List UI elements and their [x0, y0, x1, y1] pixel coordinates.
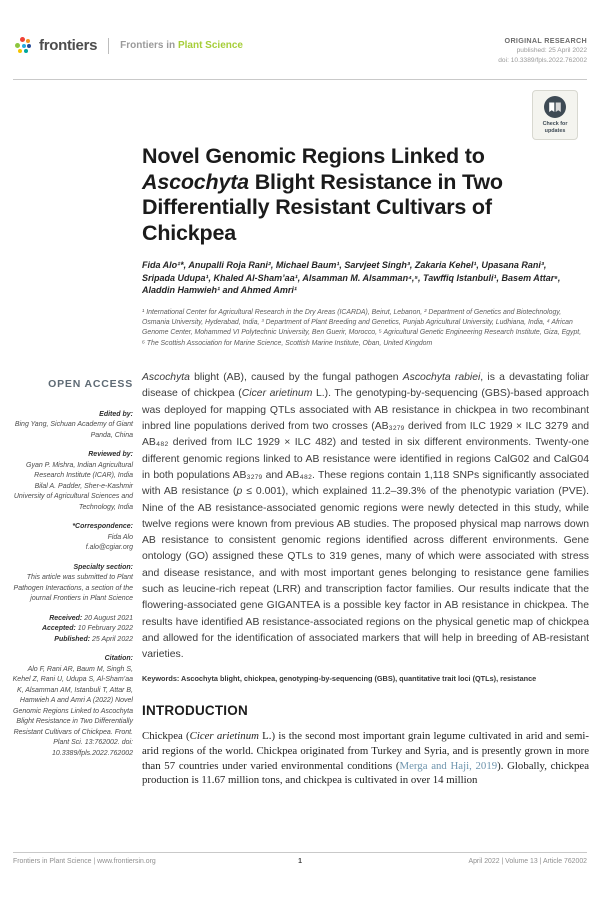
page-header: [13, 36, 587, 66]
journal-title: [120, 40, 243, 51]
article-body: [142, 144, 589, 788]
article-type: ORIGINAL RESEARCH: [504, 36, 587, 45]
specialty-section-label: Specialty section:: [73, 563, 133, 571]
correspondence-label: *Correspondence:: [72, 523, 133, 530]
published-date-side: [12, 635, 133, 646]
introduction-paragraph: Chickpea (Cicer arietinum L.) is the second most important grain legume cultivated in arid and semi-arid regions of the world. Chickpea originated from Turkey and Syria, and is presently grown in more than 57 countries under varied environmental conditions (Merga and Haji, 2019). Globally, chickpea production is 11.67 million tons, and chickpea is cultivated in over 14 million: [142, 730, 590, 787]
title-italic-part: Ascochyta: [142, 169, 249, 194]
affiliations: ¹ International Center for Agricultural Research in the Dry Areas (ICARDA), Beirut, Lebanon, ² Department of Genetics and Biotechnology, Osmania University, Hyderabad, India, ³ Department of Plant Breeding and Genetics, Punjab Agricultural University, Ludhiana, India, ⁴ African Genome Center, Mohammed VI Polytechnic University, Ben Guerir, Morocco, ⁵ Agricultural Genetic Engineering Research Institute, Giza, Egypt, ⁶ The Scottish Association for Marine Science, Scottish Marine Institute, Oban, United Kingdom: [142, 308, 582, 347]
citation-link[interactable]: Merga and Haji, 2019: [399, 759, 498, 772]
citation-label: Citation:: [104, 655, 133, 662]
correspondence-block: [12, 522, 133, 554]
footer-issue: April 2022 | Volume 13 | Article 762002: [468, 858, 587, 865]
edited-by-body: Bing Yang, Sichuan Academy of Giant Panda, China: [14, 421, 133, 439]
journal-prefix: Frontiers in: [120, 40, 176, 51]
frontiers-logo: [13, 36, 243, 55]
reviewer-2: Bilal A. Padder, Sher-e-Kashmir University of Agricultural Sciences and Technology, India: [13, 482, 133, 511]
correspondence-name: Fida Alo: [107, 533, 133, 541]
open-access-label: OPEN ACCESS: [48, 378, 133, 390]
keywords-line: Keywords: Ascochyta blight, chickpea, genotyping-by-sequencing (GBS), quantitative trait loci (QTLs), resistance: [142, 674, 537, 684]
citation-body: Alo F, Rani AR, Baum M, Singh S, Kehel Z, Rani U, Udupa S, Al-Sham’aa K, Alsamman AM, Istanbuli T, Attar B, Hamwieh A and Amri A (2022) Novel Genomic Regions Linked to Ascochyta Blight Resistance in Two Differentially Resistant Cultivars of Chickpea. Front. Plant Sci. 13:762002. doi: 10.3389/fpls.2022.762002: [12, 665, 133, 757]
brand-wordmark: frontiers: [39, 37, 98, 54]
reviewed-by-block: [12, 450, 133, 513]
check-for-updates-badge[interactable]: [532, 90, 578, 140]
title-part-1: Novel Genomic Regions Linked to: [142, 144, 485, 168]
doi: doi: 10.3389/fpls.2022.762002: [498, 56, 587, 64]
received-value: 20 August 2021: [82, 614, 133, 622]
published-date: published: 25 April 2022: [516, 47, 587, 55]
reviewer-1: Gyan P. Mishra, Indian Agricultural Research Institute (ICAR), India: [26, 461, 133, 479]
dates-block: [12, 614, 133, 646]
page-footer: [13, 852, 587, 865]
published-label: Published:: [54, 635, 91, 643]
received-date: [12, 614, 133, 625]
abstract-text: Ascochyta blight (AB), caused by the fungal pathogen Ascochyta rabiei, is a devastating foliar disease of chickpea (Cicer arietinum L.). The genotyping-by-sequencing (GBS)-based approach was deployed for mapping QTLs associated with AB resistance in chickpea in two recombinant inbred line populations derived from two crosses (AB₃₂₇₉ derived from ILC 1929 × ILC 3279 and AB₄₈₂ derived from ILC 1929 × ILC 482) and tested in six different environments. Twenty-one different genomic regions linked to AB resistance were identified in regions CalG02 and CalG04 in both populations AB₃₂₇₉ and AB₄₈₂. These regions contain 1,118 SNPs significantly associated with AB resistance (p ≤ 0.001), which explained 11.2–39.3% of the phenotypic variation (PVE). Nine of the AB resistance-associated genomic regions were newly detected in this study, while twelve regions were known from previous AB studies. The proposed physical map narrows down AB resistance to consistent genomic regions identified across different environments. Gene ontology (GO) assigned these QTLs to 319 genes, many of which were associated with stress and disease resistance, and with most important genes belonging to resistance gene families such as leucine-rich repeat (LRR) and transcription factor families. Our results indicate that the flowering-associated gene GIGANTEA is a possible key factor in AB resistance in chickpea. The results have identified AB resistance-associated regions on the physical genetic map of chickpea and allowed for the identification of associated markers that will help in breeding of AB-resistant varieties.: [142, 372, 590, 661]
introduction-heading: INTRODUCTION: [142, 703, 248, 719]
citation-block: [12, 654, 133, 759]
logo-divider: [108, 38, 109, 54]
reviewed-by-label: Reviewed by:: [88, 451, 133, 458]
header-divider: [13, 79, 587, 80]
check-for-updates-label: Check for updates: [542, 121, 568, 134]
title-part-2: Blight Resistance in Two Differentially Resistant Cultivars of Chickpea: [142, 169, 503, 245]
frontiers-logo-icon: [13, 36, 32, 55]
article-info-sidebar: [12, 379, 133, 768]
published-value: 25 April 2022: [90, 635, 133, 643]
page-number: 1: [298, 858, 302, 865]
crossmark-icon: [543, 95, 567, 119]
accepted-label: Accepted:: [41, 625, 76, 632]
accepted-value: 10 February 2022: [75, 625, 133, 632]
article-title: [142, 144, 589, 246]
accepted-date: [12, 624, 133, 635]
specialty-section-body: This article was submitted to Plant Pathogen Interactions, a section of the journal Frontiers in Plant Science: [13, 574, 133, 602]
author-list: Fida Alo¹*, Anupalli Roja Rani², Michael Baum¹, Sarvjeet Singh³, Zakaria Kehel¹, Upasana Rani³, Sripada Udupa¹, Khaled Al-Sham’aa¹, Alsamman M. Alsamman⁴,⁵, Tawffiq Istanbuli¹, Basem Attar⁶, Aladdin Hamwieh¹ and Ahmed Amri¹: [142, 260, 561, 295]
journal-name: Plant Science: [177, 40, 243, 51]
footer-journal: Frontiers in Plant Science | www.frontiersin.org: [13, 858, 156, 865]
edited-by-block: [12, 410, 133, 442]
specialty-section-block: [12, 563, 133, 605]
edited-by-label: Edited by:: [99, 410, 133, 418]
received-label: Received:: [49, 614, 83, 622]
article-meta: [498, 36, 587, 66]
correspondence-email[interactable]: f.alo@cgiar.org: [85, 544, 133, 551]
